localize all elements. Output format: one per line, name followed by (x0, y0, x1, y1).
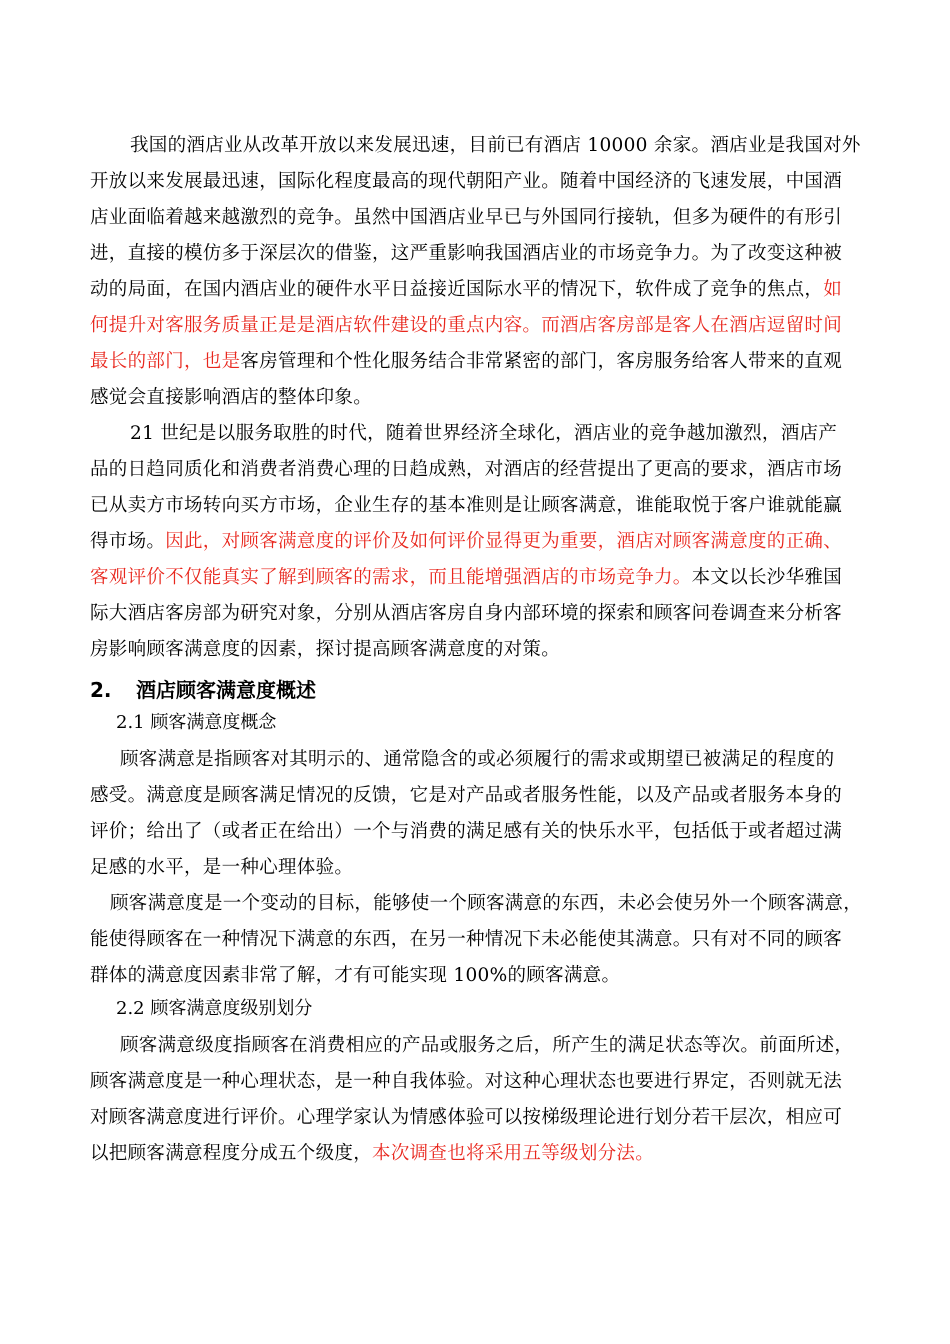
text-line: 感觉会直接影响酒店的整体印象。 (90, 387, 373, 408)
text-line: 评价；给出了（或者正在给出）一个与消费的满足感有关的快乐水平，包括低于或者超过满 (90, 821, 843, 842)
text-line: 21 世纪是以服务取胜的时代，随着世界经济全球化，酒店业的竞争越加激烈，酒店产 (130, 423, 838, 444)
text-line (90, 342, 842, 382)
section-title: 酒店顾客满意度概述 (136, 678, 316, 702)
highlighted-text: 如 (823, 279, 843, 300)
text-line: 顾客满意级度指顾客在消费相应的产品或服务之后，所产生的满足状态等次。前面所述， (120, 1035, 854, 1056)
text-segment: 动的局面，在国内酒店业的硬件水平日益接近国际水平的情况下，软件成了竞争的焦点， (90, 279, 824, 300)
text-line: 房影响顾客满意度的因素，探讨提高顾客满意度的对策。 (90, 639, 561, 660)
text-line: 感受。满意度是顾客满足情况的反馈，它是对产品或者服务性能，以及产品或者服务本身的 (90, 785, 843, 806)
text-line (90, 270, 842, 310)
text-line (90, 1134, 654, 1174)
subsection-heading: 2.1 顾客满意度概念 (116, 712, 277, 733)
section-number: 2. (90, 678, 112, 702)
text-segment: 得市场。 (90, 531, 166, 552)
text-line: 顾客满意度是一种心理状态，是一种自我体验。对这种心理状态也要进行界定，否则就无法 (90, 1071, 843, 1092)
text-line (90, 522, 842, 562)
text-line (90, 558, 842, 598)
text-segment: 客房管理和个性化服务结合非常紧密的部门，客房服务给客人带来的直观 (240, 351, 843, 372)
highlighted-text: 本次调查也将采用五等级划分法。 (372, 1143, 655, 1164)
text-line: 开放以来发展最迅速，国际化程度最高的现代朝阳产业。随着中国经济的飞速发展，中国酒 (90, 171, 843, 192)
section-heading (90, 670, 316, 710)
subsection-heading: 2.2 顾客满意度级别划分 (116, 998, 313, 1019)
text-line: 品的日趋同质化和消费者消费心理的日趋成熟，对酒店的经营提出了更高的要求，酒店市场 (90, 459, 843, 480)
text-line: 对顾客满意度进行评价。心理学家认为情感体验可以按梯级理论进行划分若干层次，相应可 (90, 1107, 843, 1128)
text-line: 进，直接的模仿多于深层次的借鉴，这严重影响我国酒店业的市场竞争力。为了改变这种被 (90, 243, 843, 264)
text-line: 能使得顾客在一种情况下满意的东西，在另一种情况下未必能使其满意。只有对不同的顾客 (90, 929, 843, 950)
text-line: 顾客满意度是一个变动的目标，能够使一个顾客满意的东西，未必会使另外一个顾客满意， (110, 893, 863, 914)
text-line: 店业面临着越来越激烈的竞争。虽然中国酒店业早已与外国同行接轨，但多为硬件的有形引 (90, 207, 843, 228)
highlighted-text: 客观评价不仅能真实了解到顾客的需求，而且能增强酒店的市场竞争力。 (90, 567, 692, 588)
text-line: 已从卖方市场转向买方市场，企业生存的基本准则是让顾客满意，谁能取悦于客户谁就能赢 (90, 495, 843, 516)
text-segment: 本文以长沙华雅国 (691, 567, 843, 588)
text-line: 顾客满意是指顾客对其明示的、通常隐含的或必须履行的需求或期望已被满足的程度的 (120, 749, 835, 770)
text-segment: 以把顾客满意程度分成五个级度， (90, 1143, 373, 1164)
text-line: 群体的满意度因素非常了解，才有可能实现 100%的顾客满意。 (90, 965, 621, 986)
text-line: 我国的酒店业从改革开放以来发展迅速，目前已有酒店 10000 余家。酒店业是我国对外 (130, 135, 861, 156)
text-line: 际大酒店客房部为研究对象，分别从酒店客房自身内部环境的探索和顾客问卷调查来分析客 (90, 603, 843, 624)
highlighted-text-line: 何提升对客服务质量正是是酒店软件建设的重点内容。而酒店客房部是客人在酒店逗留时间 (90, 315, 843, 336)
text-line: 足感的水平，是一种心理体验。 (90, 857, 354, 878)
highlighted-text: 最长的部门，也是 (90, 351, 241, 372)
highlighted-text: 因此，对顾客满意度的评价及如何评价显得更为重要，酒店对顾客满意度的正确、 (165, 531, 843, 552)
